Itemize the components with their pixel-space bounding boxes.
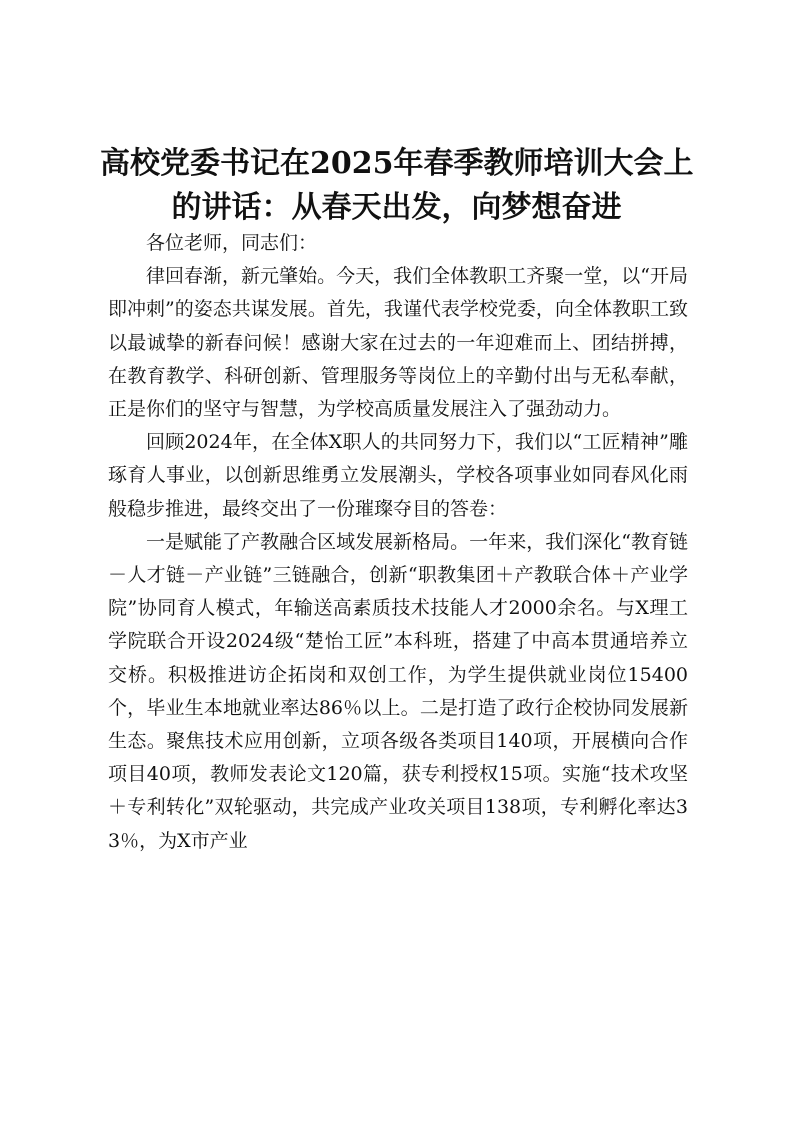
paragraph-review: 回顾2024年，在全体X职人的共同努力下，我们以“工匠精神”雕琢育人事业，以创新思维勇立发展潮头，学校各项事业如同春风化雨般稳步推进，最终交出了一份璀璨夺目的答卷：	[108, 431, 688, 520]
salutation: 各位老师，同志们：	[146, 232, 318, 254]
title-line-2: 的讲话：从春天出发，向梦想奋进	[171, 190, 622, 225]
document-body	[108, 227, 688, 858]
title-line-1: 高校党委书记在2025年春季教师培训大会上	[100, 146, 694, 181]
document-title	[100, 142, 693, 230]
paragraph-opening: 律回春渐，新元肇始。今天，我们全体教职工齐聚一堂，以“开局即冲刺”的姿态共谋发展。首先，我谨代表学校党委，向全体教职工致以最诚挚的新春问候！感谢大家在过去的一年迎难而上、团结拼搏，在教育教学、科研创新、管理服务等岗位上的辛勤付出与无私奉献，正是你们的坚守与智慧，为学校高质量发展注入了强劲动力。	[108, 265, 688, 421]
paragraph-achievements: 一是赋能了产教融合区域发展新格局。一年来，我们深化“教育链－人才链－产业链”三链融合，创新“职教集团＋产教联合体＋产业学院”协同育人模式，年输送高素质技术技能人才2000余名。与X理工学院联合开设2024级“楚怡工匠”本科班，搭建了中高本贯通培养立交桥。积极推进访企拓岗和双创工作，为学生提供就业岗位15400个，毕业生本地就业率达86％以上。二是打造了政行企校协同发展新生态。聚焦技术应用创新，立项各级各类项目140项，开展横向合作项目40项，教师发表论文120篇，获专利授权15项。实施“技术攻坚＋专利转化”双轮驱动，共完成产业攻关项目138项，专利孵化率达33％，为X市产业	[108, 530, 688, 852]
